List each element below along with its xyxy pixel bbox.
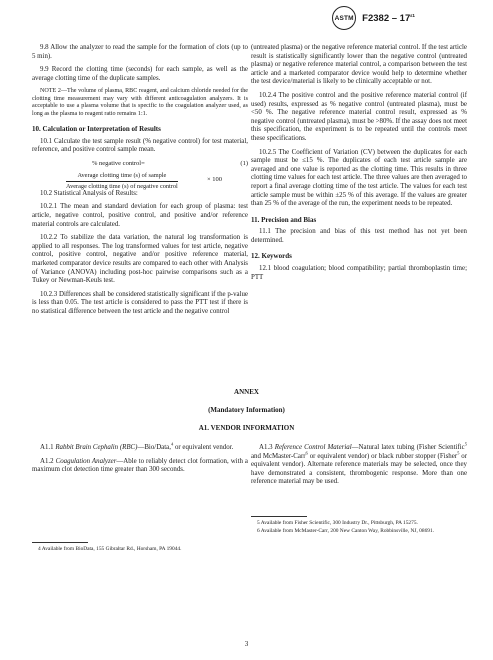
heading-12: 12. Keywords (251, 252, 292, 261)
annex-section-heading: A1. VENDOR INFORMATION (198, 424, 295, 432)
footnote-divider (32, 542, 88, 543)
footnote-5: 5 Available from Fisher Scientific, 300 Industry Dr., Pittsburgh, PA 15275. (257, 519, 418, 526)
equation-multiplier: × 100 (207, 175, 223, 183)
right-column (251, 44, 467, 287)
paragraph-9-8: 9.8 Allow the analyzer to read the sample for the formation of clots (up to 5 min). (32, 44, 248, 60)
paragraph-10-2-3: 10.2.3 Differences shall be considered statistically significant if the p-value is less than 0.05. The test article is considered to pass the PTT test if there is no statistical difference between the test article and the negative control (32, 290, 248, 315)
left-column (32, 44, 248, 322)
paragraph-a1-2: A1.2 Coagulation Analyzer—Able to reliably detect clot formation, with a maximum clot detection time greater than 300 seconds. (32, 457, 248, 474)
paragraph-10-2-5: 10.2.5 The Coefficient of Variation (CV) between the duplicates for each sample must be ≤15 %. The duplicates of each test article sample are averaged and one value is reported as the clotting time. This results in three clotting time values for each test article. The three values are then averaged to report a final average clotting time of the test article. The values for each test article sample must be within ±25 % of this average. If the values are greater than 25 % of the average of the run, the experiment needs to be repeated. (251, 148, 467, 208)
paragraph-continued: (untreated plasma) or the negative reference material control. If the test article result is statistically significantly lower than the negative control (untreated plasma) or negative reference material control, a comparison between the test article and a marketed comparator device would help to determine whether the test device/material is likely to be clinically acceptable or not. (251, 44, 467, 86)
paragraph-10-1: 10.1 Calculate the test sample result (% negative control) for test material, reference, and positive control sample mean. (32, 137, 248, 154)
page-header (332, 6, 415, 30)
paragraph-10-2-4: 10.2.4 The positive control and the positive reference material control (if used) results, expressed as % negative control (untreated plasma), must be <50 %. The negative reference material control result, expressed as % negative control (untreated plasma), must be >80%. If the assay does not meet this specification, the experiment is to be repeated until the controls meet these specifications. (251, 91, 467, 142)
paragraph-a1-3: A1.3 Reference Control Material—Natural latex tubing (Fisher Scientific$^5$ and McMaster-Carr$^6$ or equivalent vendor) or black rubber stopper (Fisher$^5$ or equivalent vendor). Alternate reference materials may be selected, once they have demonstrated a consistent, thrombogenic response. More than one reference material may be used. (251, 441, 467, 486)
logo-text: ASTM (334, 14, 354, 22)
paragraph-a1-1: A1.1 Rabbit Brain Cephalin (RBC)—Bio/Data,$^4$ or equivalent vendor. (40, 441, 234, 451)
heading-11: 11. Precision and Bias (251, 215, 317, 224)
paragraph-10-2-1: 10.2.1 The mean and standard deviation for each group of plasma: test article, negative control, positive control, and positive and/or reference material controls are calculated. (32, 203, 248, 228)
equation-number: (1) (240, 159, 248, 167)
equation-denominator: Average clotting time (s) of negative control (66, 183, 178, 191)
paragraph-10-2: 10.2 Statistical Analysis of Results: (40, 189, 138, 197)
heading-10: 10. Calculation or Interpretation of Results (32, 125, 161, 133)
page-number: 3 (244, 640, 249, 648)
annex-subtitle: (Mandatory Information) (208, 406, 285, 414)
footnote-4: 4 Available from BioData, 155 Gibraltar Rd., Horsham, PA 19044. (38, 545, 182, 552)
paragraph-10-2-2: 10.2.2 To stabilize the data variation, the natural log transformation is applied to all responses. The log transformed values for test article, negative control, positive control, negative and/or positive reference material, marketed comparator device results are compared to each other with Analysis of Variance (ANOVA) including post-hoc pairwise comparisons such as a Tukey or Newman-Keuls test. (32, 234, 248, 285)
equation-label: % negative control= (92, 159, 145, 167)
paragraph-9-9: 9.9 Record the clotting time (seconds) for each sample, as well as the average clotting time of the duplicate samples. (32, 66, 248, 82)
paragraph-12-1: 12.1 blood coagulation; blood compatibility; partial thromboplastin time; PTT (251, 265, 467, 281)
annex-right-column (251, 441, 467, 536)
note-2: NOTE 2—The volume of plasma, RBC reagent, and calcium chloride needed for the clotting time measurement may vary with different anticoagulation analyzers. It is acceptable to use a plasma volume that is specific to the coagulation analyzer used, as long as the plasma to reagent ratio remains 1:1. (32, 88, 248, 117)
paragraph-11-1: 11.1 The precision and bias of this test method has not yet been determined. (251, 228, 467, 244)
equation-1 (32, 159, 248, 191)
astm-logo (332, 6, 356, 30)
designation: $F2382 - 17^{\varepsilon 1}$ (362, 12, 415, 24)
annex-title: ANNEX (234, 388, 259, 396)
equation-numerator: Average clotting time (s) of sample (66, 172, 178, 183)
footnote-divider-right (251, 516, 307, 517)
annex-left-column (32, 441, 248, 554)
footnote-6: 6 Available from McMaster-Carr, 200 New Canton Way, Robbinsville, NJ, 08691. (257, 527, 435, 534)
equation-fraction (66, 172, 178, 192)
